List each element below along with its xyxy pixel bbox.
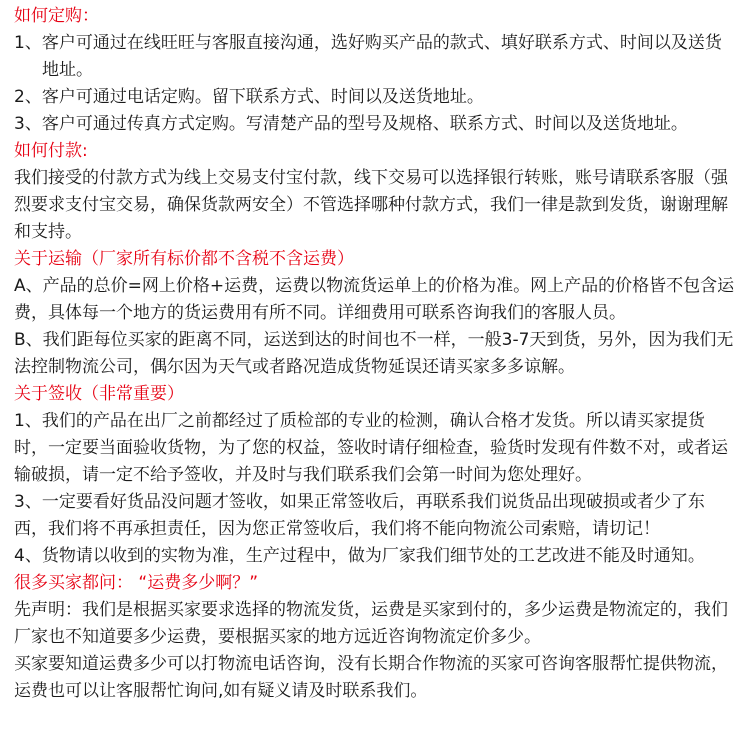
section-title: 如何付款: [14, 141, 88, 161]
section-shipping [14, 246, 736, 381]
section-title: 很多买家都问： “运费多少啊？” [14, 573, 259, 593]
list-item: 我们接受的付款方式为线上交易支付宝付款，线下交易可以选择银行转账，账号请联系客服（强烈要求支付宝交易，确保货款两安全）不管选择哪种付款方式，我们一律是款到发货，谢谢理解和支持。 [14, 168, 728, 242]
list-item: 先声明：我们是根据买家要求选择的物流发货，运费是买家到付的，多少运费是物流定的，我们厂家也不知道要多少运费，要根据买家的地方远近咨询物流定价多少。 [14, 600, 728, 647]
list-item: 3、一定要看好货品没问题才签收，如果正常签收后，再联系我们说货品出现破损或者少了东西，我们将不再承担责任，因为您正常签收后，我们将不能向物流公司索赔，请切记！ [14, 492, 705, 539]
section-title: 关于运输（厂家所有标价都不含税不含运费） [14, 249, 354, 269]
section-title: 如何定购： [14, 6, 99, 26]
list-item: 买家要知道运费多少可以打物流电话咨询，没有长期合作物流的买家可咨询客服帮忙提供物流，运费也可以让客服帮忙询问,如有疑义请及时联系我们。 [14, 654, 728, 701]
list-item: 1、客户可通过在线旺旺与客服直接沟通，选好购买产品的款式、填好联系方式、时间以及送货地址。 [14, 33, 722, 80]
info-document [14, 3, 736, 705]
section-signing [14, 381, 736, 570]
list-item: 4、货物请以收到的实物为准，生产过程中，做为厂家我们细节处的工艺改进不能及时通知。 [14, 546, 705, 566]
section-title: 关于签收（非常重要） [14, 384, 184, 404]
list-item: 2、客户可通过电话定购。留下联系方式、时间以及送货地址。 [14, 87, 484, 107]
list-item: 1、我们的产品在出厂之前都经过了质检部的专业的检测，确认合格才发货。所以请买家提货时，一定要当面验收货物，为了您的权益，签收时请仔细检查，验货时发现有件数不对，或者运输破损，请一定不给予签收，并及时与我们联系我们会第一时间为您处理好。 [14, 411, 728, 485]
section-how-to-pay [14, 138, 736, 246]
section-shipping-faq [14, 570, 736, 705]
section-how-to-order [14, 3, 736, 138]
list-item: B、我们距每位买家的距离不同，运送到达的时间也不一样，一般3-7天到货，另外，因为我们无法控制物流公司，偶尔因为天气或者路况造成货物延误还请买家多多谅解。 [14, 330, 734, 377]
list-item: A、产品的总价=网上价格+运费，运费以物流货运单上的价格为准。网上产品的价格皆不包含运费，具体每一个地方的货运费用有所不同。详细费用可联系咨询我们的客服人员。 [14, 276, 735, 323]
list-item: 3、客户可通过传真方式定购。写清楚产品的型号及规格、联系方式、时间以及送货地址。 [14, 114, 688, 134]
